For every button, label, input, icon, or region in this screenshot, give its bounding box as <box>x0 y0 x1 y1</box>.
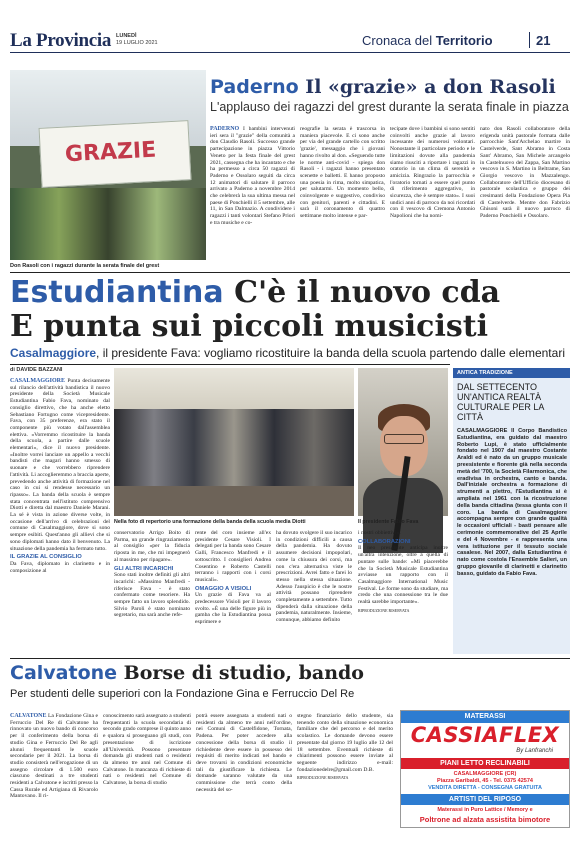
issue-day: LUNEDÌ <box>116 33 137 39</box>
article-divider <box>10 658 570 659</box>
article-divider <box>10 272 570 273</box>
ad-city: CASALMAGGIORE (CR) <box>453 771 517 777</box>
article-column: conoscimento sarà assegnato a studenti frequentanti la scuola secondaria di secondo grado comprese il quinto anno e qualora si proseguano gli studi, con presentazione di iscrizione all'Università. Possono presentare domanda gli studenti nati o residenti da almeno tre anni nel Comune di Calvatone. In mancanza di richieste di nati o residenti nel Comune di Calvatone, la borsa di studio <box>103 713 191 787</box>
dateline: PADERNO <box>210 126 240 132</box>
article-column: reografie la serata è trascorsa in maniera piacevole. E ci sono anche per via del grande cartello con scritto 'grazie', messaggio che i giovani hanno rivolto al don. «Seguendo tutte le norme anti-covid - spiega don Rasoli - i ragazzi hanno presentato scenette e balletti. E hanno proposto una poesia in rima, molto simpatica, per salutarmi. Un momento bello, coinvolgente e suggestivo, condiviso con genitori, parenti e cittadini. E sarà il coronamento di quattro settimane molto intense e par- <box>300 126 385 220</box>
dateline: CALVATONE <box>10 713 47 719</box>
column-subhead: OMAGGIO A VISIOLI <box>195 585 252 592</box>
dateline: CASALMAGGIORE <box>10 378 66 384</box>
column-text: Il neo presidente anticipa inoltre un'altra intenzione, oltre a quella di puntare sulle bande: «Mi piacerebbe che la Società Musicale Estudiantina avviasse un rapporto con il Casalmaggiore International Music Festival. Le forme sono da studiare, ma credo che una connessione tra le due realtà sarebbe importante». <box>358 545 448 606</box>
article-column <box>114 530 190 650</box>
column-text: Da Fava, diplomato in clarinetto e in composizione al <box>10 560 110 574</box>
article-column: potrà essere assegnata a studenti nati o residenti da almeno tre anni nell'ordine, nei Comuni di Castelfidone, Tornata, Padena. Per poter accedere alla concessione della borsa di studio il richiedente deve essere in possesso dei requisiti di merito indicati nel bando e deve trovarsi in condizioni economiche tali da giustificare la richiesta. Le domande saranno valutate da una commissione che terrà conto della necessità del so- <box>196 713 292 793</box>
article-column: nato don Rasoli collaboratore della erigenda unità pastorale formata dalle parrocchie Sant'Archelao martire in Castelverde, Sant Abramo in Costa Sant' Abramo, San Michele arcangelo in Castelnuovo del Zappa, San Martino vescovo in S. Martino in Beltrame, San Giorgio vescovo in Mazzalengo. Collaboratore dell'Ufficio diocesano di pastorale scolastica e gruppo dei cresimanti della Fondazione Opera Pia di Castelverde. Mentre don Fabrizio Ghisoni sarà il nuovo parroco di Paderno Ponchielli e Ossolaro. <box>480 126 570 220</box>
ad-brand: CASSIAFLEX <box>410 723 560 747</box>
column-text: La Fondazione Gina e Ferruccio Del Re di Calvatone ha rinnovato un nuovo bando di concorso per il conferimento della borsa di studio Gina e Ferruccio Del Re agli alunni frequentanti le scuole secondarie per il 2021. La borsa di studio consisterà nell'erogazione di un assegno circolare di 1.500 euro ciascuno destinati a tre studenti residenti a Calvatone e iscritti presso la Cassa Rurale ed Artigiana di Rivarolo Mantovano. Il ri- <box>10 713 98 800</box>
article-headline <box>10 662 364 684</box>
column-subhead: IL GRAZIE AL CONSIGLIO <box>10 554 82 561</box>
sidebar-tag: ANTICA TRADIZIONE <box>453 368 570 378</box>
ad-category: MATERASSI <box>401 711 569 723</box>
copyright-note: RIPRODUZIONE RISERVATA <box>297 775 349 781</box>
headline-location: Estudiantina <box>10 275 224 310</box>
newspaper-title: La Provincia <box>10 30 112 51</box>
article-column: tecipate dove i bambini si sono sentiti coinvolti anche grazie al lavoro incessante dei numerosi volontari. Nonostante il particolare periodo e le limitazioni dovute alla pandemia siamo riusciti a riportare i ragazzi in oratorio in un clima di serenità e amicizia. Ringrazio la parrocchia e l'oratorio tornati a essere quel punto di riferimento aggregativo, in sicurezza, che è sempre stato». I suoi undici anni di parroco da noi ricordati con il vescovo di Cremona Antonio Napolioni che ha nomi- <box>390 126 475 220</box>
headline-text: Il «grazie» a don Rasoli <box>298 76 556 98</box>
column-text: stegno finanziario dello studente, sia tenendo conto della situazione economica familiare che del percorso e del merito scolastico. Le domande devono essere presentate dal giorno 19 luglio alle 12 del 18 settembre. Eventuali richieste di chiarimenti possono essere inviate al seguente indirizzo e-mail: fondazionedelre@gmail.com D.B. <box>297 713 393 773</box>
article-column <box>10 713 98 833</box>
byline: di DAVIDE BAZZANI <box>10 367 63 373</box>
column-text: i nostri obbiettivi». <box>358 530 401 536</box>
article-column <box>10 378 110 650</box>
fava-portrait-photo <box>358 368 448 516</box>
photo-caption: Nella foto di repertorio una formazione della banda della scuola media Diotti <box>114 519 306 525</box>
grest-photo <box>10 70 206 260</box>
band-photo <box>114 368 354 516</box>
article-subheadline: Per studenti delle superiori con la Fondazione Gina e Ferruccio Del Re <box>10 688 355 700</box>
ad-footer: Poltrone ad alzata assistita bimotore <box>419 815 551 824</box>
column-text: Un grazie di Fava va al predecessore Visioli per il lavoro svolto. «È una delle figure più in gamba che la Estudiantina possa esprimere e <box>195 592 271 626</box>
grazie-banner-text: GRAZIE <box>64 137 157 168</box>
column-text: I bambini intervenuti ieri sera il "grazie" della comunità a don Claudio Rasoli. Successo grande partecipazione in piazza Vittorio Veneto per la festa finale del grest 2021, cassegna che ha incantato e che ha permesso a circa 50 ragazzi di Paderno e Ossolaro seguiti da circa 12 animatori di salutare il parroco arrivato a Paderno a novembre 2014 che celebrerà la sua ultima messa nel paese di Ponchielli il 5 settembre, alle 11, in San Dalmazio. A condividere i ragazzi i tanti volontari Stefano Priori e tra musiche e co- <box>210 126 295 226</box>
section-title <box>362 33 493 48</box>
headline-location: Calvatone <box>10 662 118 684</box>
issue-full-date: 19 LUGLIO 2021 <box>116 40 158 46</box>
masthead-rule <box>10 52 570 53</box>
article-column <box>297 713 393 833</box>
issue-date <box>116 33 158 47</box>
headline-text: Borse di studio, bando <box>117 662 364 684</box>
ad-address: Piazza Garibaldi, 45 - Tel. 0375 42574 <box>437 778 533 784</box>
ad-brand-sub: By Lanfranchi <box>516 748 553 754</box>
article-column <box>358 530 448 650</box>
photo-caption: Il presidente Fabio Fava <box>358 519 419 525</box>
column-text: Punta decisamente sul rilancio dell'attività bandistica il nuovo presidente della Società Musicale Estudiantina Fabio Fava, nominato dal consiglio direttivo, che ha anche eletto Sebastiano Fortugno come vicepresidente. Fava, con 35 preferenze, era stato il componente più votato dall'assemblea elettiva. «Vorremmo ricostituire la banda della scuola, a partire dalle scuole elementari», dice il nuovo presidente. «Inoltre vorrei lanciare un appello a vecchi bandisti che magari hanno smesso di suonare e che vorrebbero riprendere l'attività. Li accoglieremmo a braccia aperte, prevedendo anche attività di formazione nel caso in cui si rendesse necessario un ripasso». La banda della scuola è sempre stata concentrata nell'istituto comprensivo Diotti e diretta dal maestro Daniele Marani. La sé è vista in azione diverse volte, in occasione dell'arrivo di celebrazioni del comune di Casalmaggiore, dove si sono sempre esibiti. Quest'anno gli allievi che si sono diplomati hanno dato il benvenuto. La situazione della pandemia ha fermato tutto. <box>10 378 110 552</box>
ad-slogan-bar: ARTISTI DEL RIPOSO <box>401 794 569 805</box>
article-column: ha dovuto svolgere il suo incarico in condizioni difficili a causa della pandemia. Ha dovuto assumere decisioni impopolari, come la chiusura dei corsi, ma non c'era alternativa viste le prescrizioni. Avrei fatto e farei lo stesso nella stessa situazione. Adesso l'auspicio è che le nostre attività possano riprendere completamente a settembre. Tutto dipenderà dalla situazione della pandemia, naturalmente. Insieme, comunque, abbiamo definito <box>276 530 352 624</box>
ad-delivery: VENDITA DIRETTA - CONSEGNA GRATUITA <box>428 785 542 791</box>
column-text: conservatorio Arrigo Boito di Parma, un grande ringraziamento al consiglio «per la fiducia riposta in me, che mi impegnerò al massimo per ripagare». <box>114 530 190 563</box>
article-column <box>210 126 295 226</box>
column-text: rente del coro insieme all'ex presidente Cesare Visioli. I delegati per la banda sono Cesare Galli, Francesco Manfredi e il sottoscritto. I consiglieri Andrea Cosentino e Roberto Castelli terranno i rapporti con i corsi musicali». <box>195 530 271 583</box>
article-subheadline <box>10 346 565 360</box>
column-subhead: GLI ALTRI INCARICHI <box>114 565 174 572</box>
section-name: Territorio <box>435 33 493 48</box>
sidebar-body: CASALMAGGIORE Il Corpo Bandistico Estudiantina, era guidato dal maestro Roberto Lupi, è stato ufficialmente fondato nel 1907 dal maestro Costante Araldi ed è nato da un gruppo musicale preesistente e fiorente già nella seconda metà del '700, la Società Filarmonica, che eradivisa in orchestra, canto e banda. Dall'iniziale orchestra a formazione di strumenti a plettro, l'Estudiantina si è ampliata nel 1961 con la ricostruzione della banda cittadina (tessa giunta con il coro. La banda di Casalmaggiore accompagna sempre con grande qualità le occasioni ufficiali - basti pensare alle cerimonie commemorative del 25 Aprile e del 4 Novembre - e rappresenta una vera istituzione per il tessuto sociale casalese. Nel 2007, dalla Estudiantina è nato come costola l'Ensemble Salieri, un gruppo giovanile di clarinetti e clarinetto basso, guidato da Fabio Fava. <box>457 428 567 577</box>
sidebar-title: DAL SETTECENTO UN'ANTICA REALTÀ CULTURALE PER LA CITTÀ <box>457 382 544 422</box>
headline-line-1 <box>10 276 500 310</box>
section-prefix: Cronaca del <box>362 33 436 48</box>
subheadline-location: Casalmaggiore <box>10 346 97 360</box>
headline-location: Paderno <box>210 76 299 98</box>
column-text: Sono stati inoltre definiti gli altri incarichi: «Massimo Manfredi - riferisce Fava - è stato confermato come tesoriere. Ha sempre fatto un lavoro splendido. Silvio Paroli è stato nominato segretario, ma sarà anche refe- <box>114 572 190 619</box>
advertisement[interactable] <box>400 710 570 828</box>
headline-line-2: E punta sui piccoli musicisti <box>10 309 488 344</box>
article-column <box>195 530 271 650</box>
byline-rule <box>10 364 450 365</box>
article-subheadline: L'applauso dei ragazzi del grest durante la serata finale in piazza <box>210 100 569 114</box>
subheadline-text: , il presidente Fava: vogliamo ricostituire la banda della scuola partendo dalle elementari <box>96 346 565 360</box>
masthead <box>0 0 580 66</box>
article-headline <box>10 276 500 344</box>
photo-caption: Don Rasoli con i ragazzi durante la serata finale del grest <box>10 263 160 269</box>
headline-text: C'è il nuovo cda <box>223 275 501 310</box>
ad-tagline: Materassi in Puro Lattice / Memory e <box>437 807 533 813</box>
page-number: 21 <box>536 33 551 48</box>
ad-feature-bar: PIANI LETTO RECLINABILI <box>401 758 569 769</box>
column-subhead: COLLABORAZIONI <box>358 538 411 545</box>
article-headline <box>210 76 556 98</box>
copyright-note: RIPRODUZIONE RISERVATA <box>358 607 410 613</box>
sidebar-box <box>453 368 570 654</box>
masthead-separator <box>529 32 530 48</box>
